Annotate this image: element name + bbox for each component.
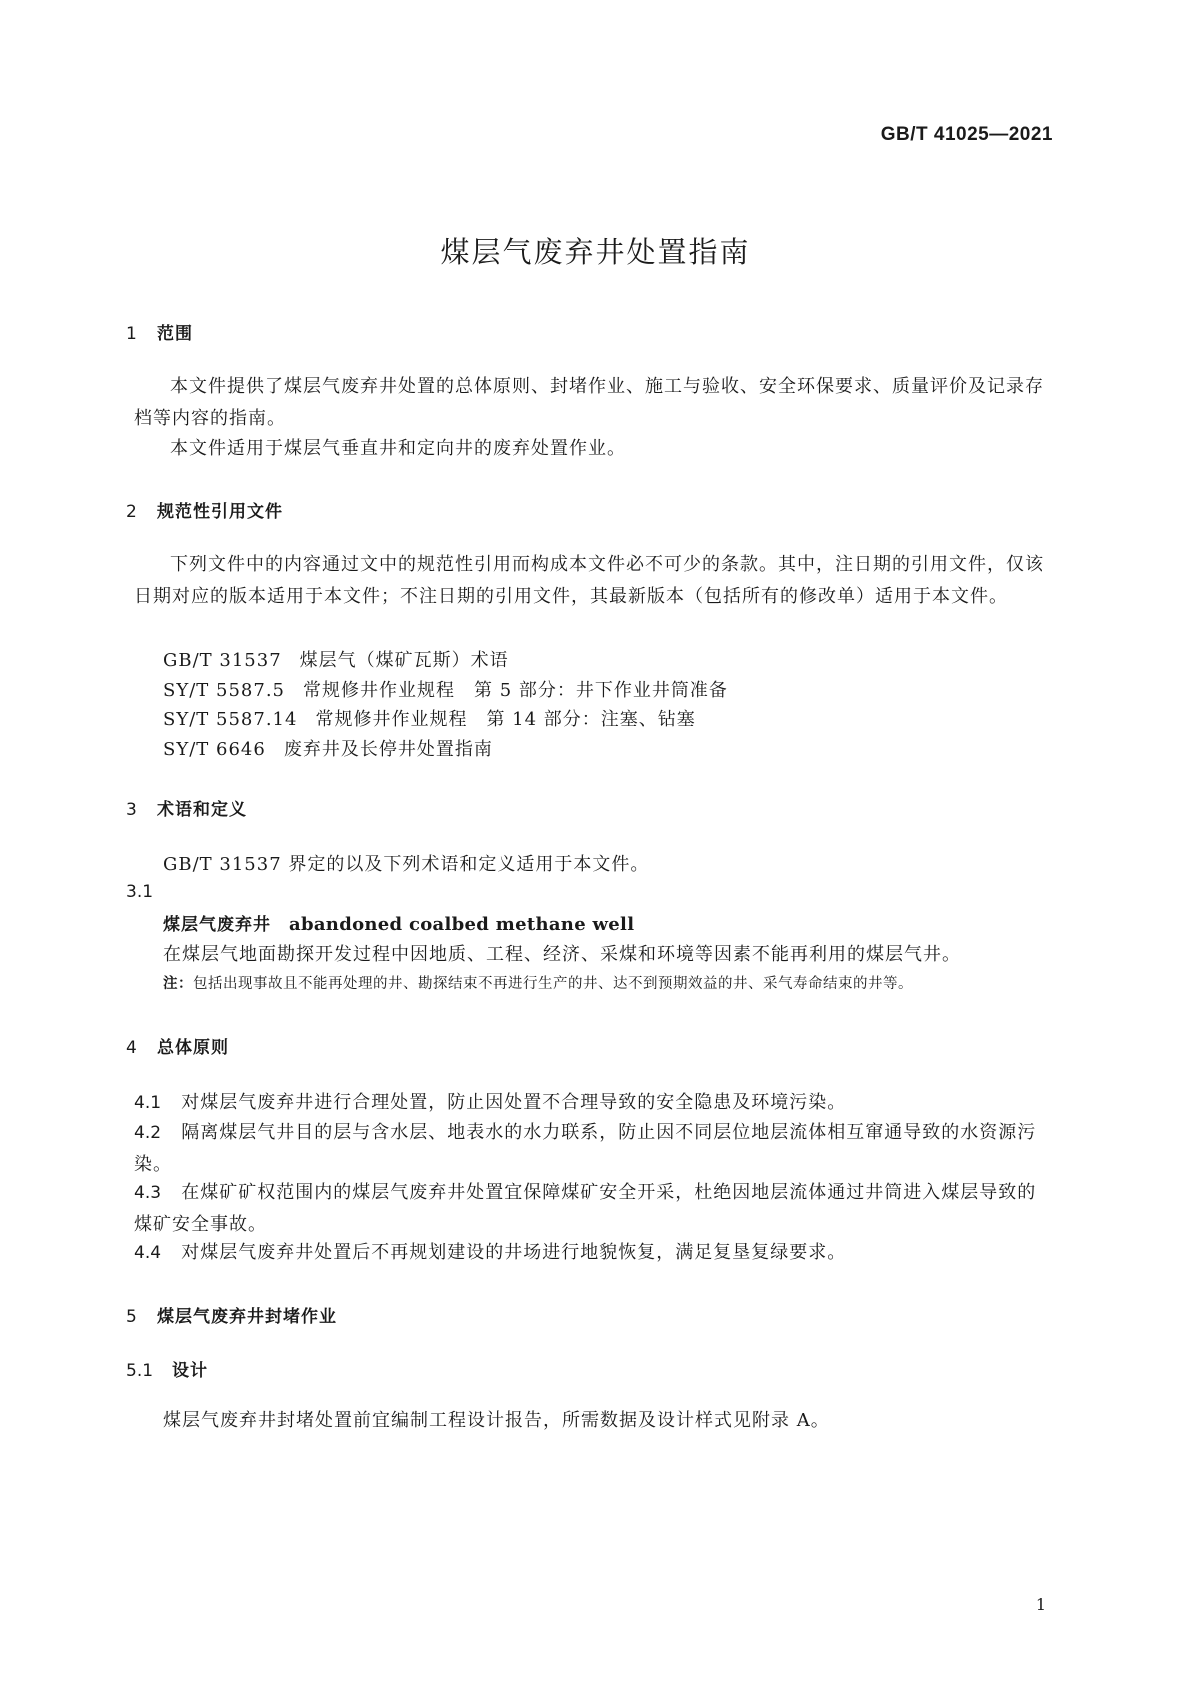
clause-number: 4.2 (134, 1123, 162, 1143)
reference-title: 煤层气（煤矿瓦斯）术语 (299, 650, 509, 671)
section-number: 4 (126, 1038, 137, 1058)
section-3-heading (126, 795, 247, 820)
document-title: 煤层气废弃井处置指南 (440, 235, 751, 269)
reference-title: 常规修井作业规程 第 14 部分：注塞、钻塞 (315, 709, 696, 730)
section-1-heading (126, 319, 193, 344)
note-label: 注： (163, 976, 193, 992)
section-2-heading (126, 497, 283, 522)
reference-code: SY/T 6646 (163, 739, 266, 760)
subsection-title: 设计 (172, 1361, 208, 1381)
section-number: 1 (126, 324, 137, 344)
reference-item (163, 705, 696, 731)
reference-item (163, 676, 728, 702)
term-number: 3.1 (126, 882, 154, 902)
reference-code: SY/T 5587.14 (163, 709, 298, 730)
section-4-heading (126, 1033, 229, 1058)
term-name-chinese: 煤层气废弃井 (163, 915, 271, 935)
section-title: 煤层气废弃井封堵作业 (157, 1307, 337, 1327)
clause-text: 在煤矿矿权范围内的煤层气废弃井处置宜保障煤矿安全开采，杜绝因地层流体通过井筒进入煤层导致的煤矿安全事故。 (134, 1182, 1037, 1235)
section-number: 3 (126, 800, 137, 820)
clause-4-3 (134, 1177, 1054, 1241)
section-title: 范围 (157, 324, 193, 344)
clause-text: 隔离煤层气井目的层与含水层、地表水的水力联系，防止因不同层位地层流体相互窜通导致的水资源污染。 (134, 1122, 1037, 1175)
subsection-5-1-paragraph-1: 煤层气废弃井封堵处置前宜编制工程设计报告，所需数据及设计样式见附录 A。 (163, 1410, 830, 1431)
clause-text: 对煤层气废弃井进行合理处置，防止因处置不合理导致的安全隐患及环境污染。 (181, 1092, 847, 1113)
term-note (163, 972, 913, 993)
section-1-paragraph-1: 本文件提供了煤层气废弃井处置的总体原则、封堵作业、施工与验收、安全环保要求、质量评价及记录存档等内容的指南。 (134, 376, 1044, 429)
section-title: 规范性引用文件 (157, 502, 283, 522)
section-1-paragraph-2: 本文件适用于煤层气垂直井和定向井的废弃处置作业。 (170, 438, 626, 459)
section-3-paragraph-1: GB/T 31537 界定的以及下列术语和定义适用于本文件。 (163, 854, 650, 875)
clause-number: 4.3 (134, 1183, 162, 1203)
reference-title: 废弃井及长停井处置指南 (283, 739, 493, 760)
reference-code: GB/T 31537 (163, 650, 282, 671)
note-text: 包括出现事故且不能再处理的井、勘探结束不再进行生产的井、达不到预期效益的井、采气寿命结束的井等。 (193, 976, 913, 992)
term-definition: 在煤层气地面勘探开发过程中因地质、工程、经济、采煤和环境等因素不能再利用的煤层气井。 (163, 944, 961, 965)
clause-4-2 (134, 1117, 1054, 1181)
section-number: 2 (126, 502, 137, 522)
clause-4-1 (134, 1087, 1054, 1119)
page-number: 1 (1035, 1595, 1046, 1614)
standard-number: GB/T 41025—2021 (880, 124, 1053, 145)
section-number: 5 (126, 1307, 137, 1327)
section-title: 术语和定义 (157, 800, 247, 820)
clause-number: 4.4 (134, 1243, 162, 1263)
reference-code: SY/T 5587.5 (163, 680, 285, 701)
reference-item (163, 735, 493, 761)
section-5-heading (126, 1302, 337, 1327)
reference-item (163, 646, 509, 672)
term-entry (163, 910, 634, 935)
subsection-5-1-heading (126, 1356, 208, 1381)
section-2-paragraph-1: 下列文件中的内容通过文中的规范性引用而构成本文件必不可少的条款。其中，注日期的引用文件，仅该日期对应的版本适用于本文件；不注日期的引用文件，其最新版本（包括所有的修改单）适用于本文件。 (134, 554, 1044, 607)
section-title: 总体原则 (157, 1038, 229, 1058)
clause-number: 4.1 (134, 1093, 162, 1113)
term-name-english: abandoned coalbed methane well (289, 914, 635, 935)
subsection-number: 5.1 (126, 1361, 154, 1381)
reference-title: 常规修井作业规程 第 5 部分：井下作业井筒准备 (303, 680, 728, 701)
clause-4-4 (134, 1237, 1054, 1269)
clause-text: 对煤层气废弃井处置后不再规划建设的井场进行地貌恢复，满足复垦复绿要求。 (181, 1242, 847, 1263)
